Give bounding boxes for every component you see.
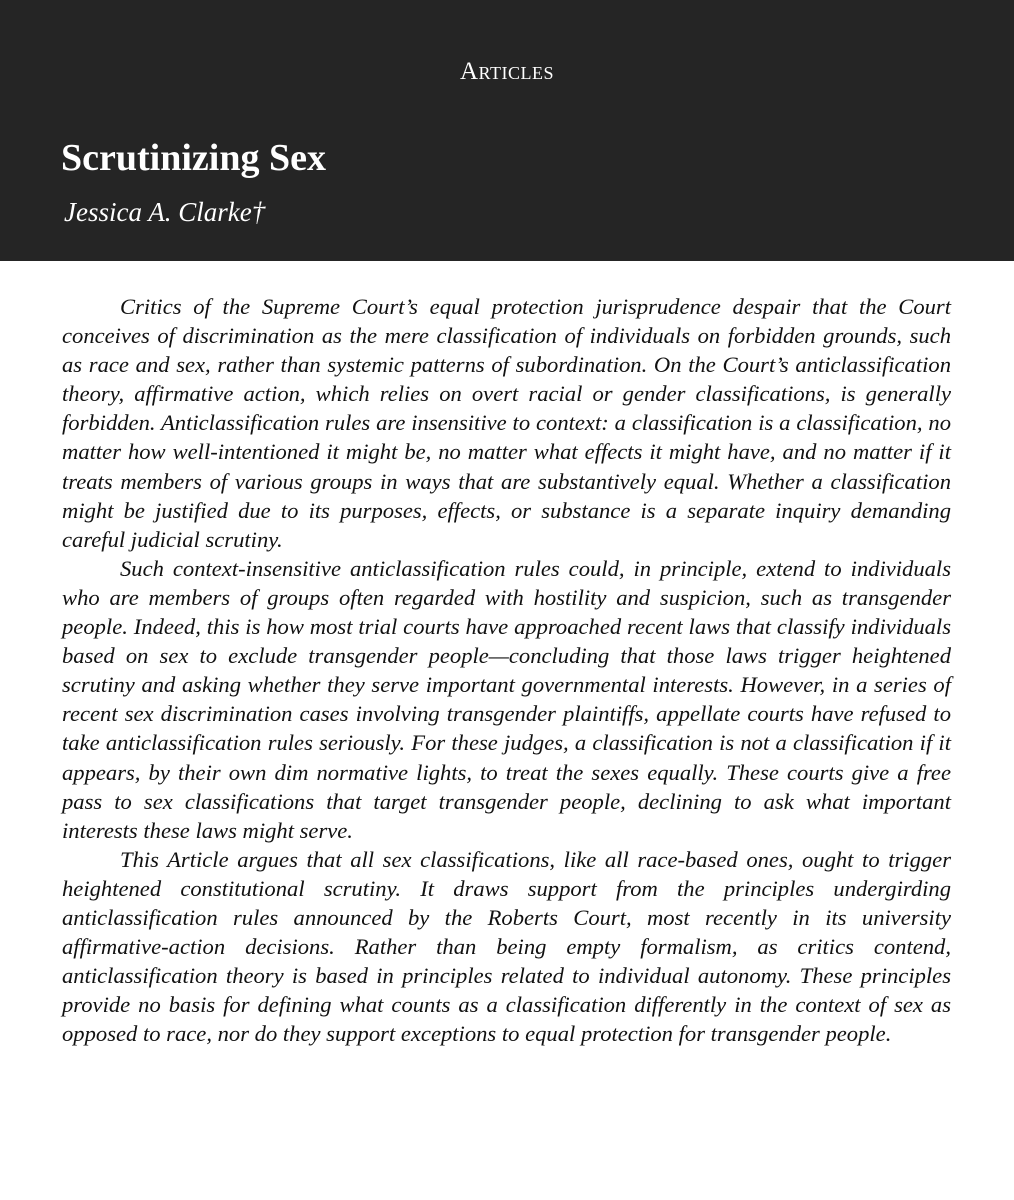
- section-label: Articles: [460, 58, 554, 85]
- abstract-paragraph: This Article argues that all sex classifications, like all race-based ones, ought to trigger heightened constitutional scrutiny. It draws support from the principles undergirding anticlassification rules announced by the Roberts Court, most recently in its university affirmative-action decisions. Rather than being empty formalism, as critics contend, anticlassification theory is based in principles related to individual autonomy. These principles provide no basis for defining what counts as a classification differently in the context of sex as opposed to race, nor do they support exceptions to equal protection for transgender people.: [62, 846, 951, 1047]
- article-title: Scrutinizing Sex: [61, 137, 326, 179]
- abstract-paragraph: Such context-insensitive anticlassification rules could, in principle, extend to individuals who are members of groups often regarded with hostility and suspicion, such as transgender people. Indeed, this is how most trial courts have approached recent laws that classify individuals based on sex to exclude transgender people—concluding that those laws trigger heightened scrutiny and asking whether they serve important governmental interests. However, in a series of recent sex discrimination cases involving transgender plaintiffs, appellate courts have refused to take anticlassification rules seriously. For these judges, a classification is not a classification if it appears, by their own dim normative lights, to treat the sexes equally. These courts give a free pass to sex classifications that target transgender people, declining to ask what important interests these laws might serve.: [62, 555, 951, 843]
- article-header: [0, 0, 1014, 261]
- author-name: Jessica A. Clarke†: [64, 197, 266, 227]
- abstract: [62, 292, 951, 1048]
- abstract-paragraph: Critics of the Supreme Court’s equal protection jurisprudence despair that the Court conceives of discrimination as the mere classification of individuals on forbidden grounds, such as race and sex, rather than systemic patterns of subordination. On the Court’s anticlassification theory, affirmative action, which relies on overt racial or gender classifications, is generally forbidden. Anticlassification rules are insensitive to context: a classification is a classification, no matter how well-intentioned it might be, no matter what effects it might have, and no matter if it treats members of various groups in ways that are substantively equal. Whether a classification might be justified due to its purposes, effects, or substance is a separate inquiry demanding careful judicial scrutiny.: [62, 294, 951, 552]
